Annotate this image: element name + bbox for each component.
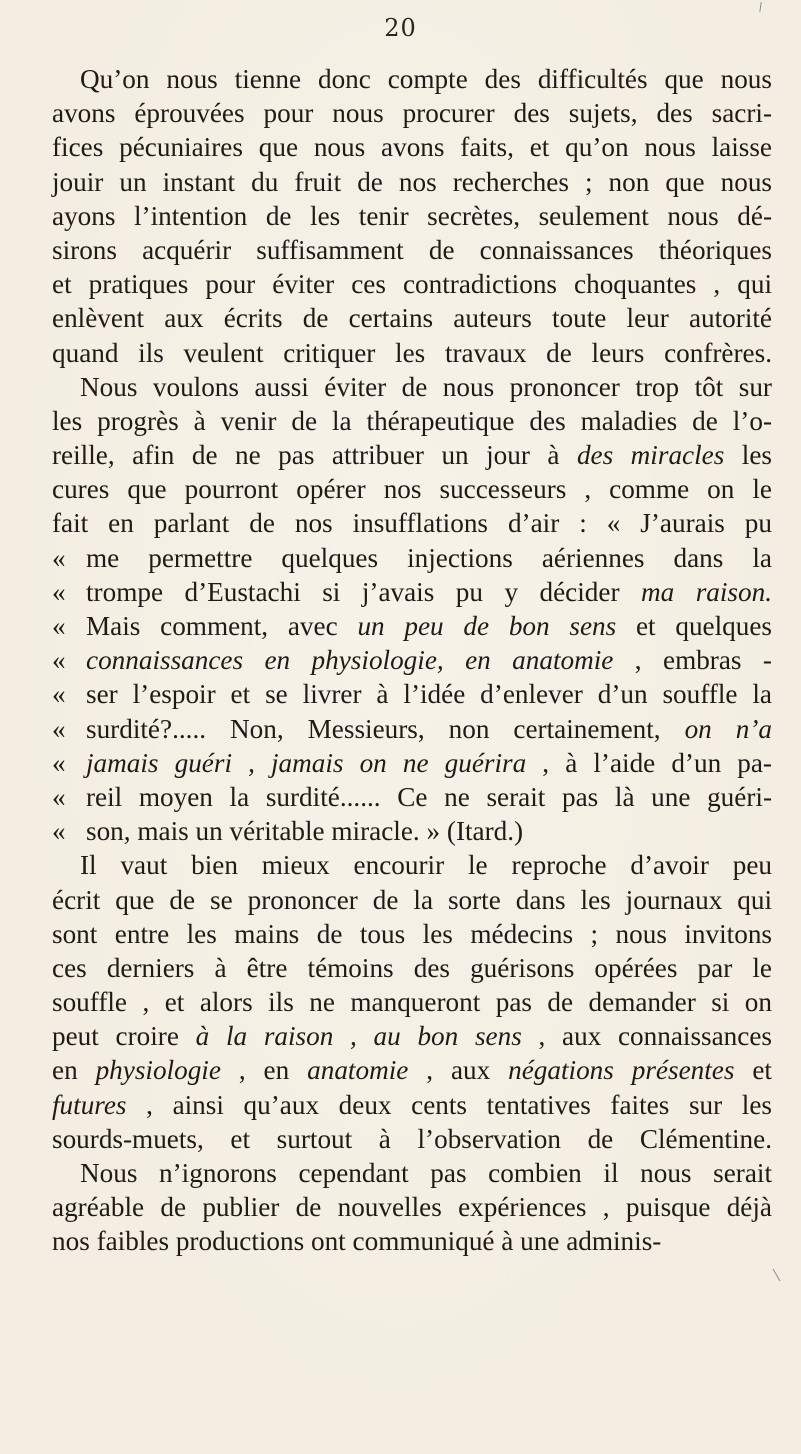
italic-text: on n’a bbox=[684, 713, 772, 744]
body-text bbox=[52, 62, 772, 1259]
page-number: 20 bbox=[384, 14, 417, 42]
italic-text: futures bbox=[52, 1089, 127, 1120]
guillemet-mark: « bbox=[52, 645, 66, 676]
text-run: fait en parlant de nos insufflations d’air : « J’aurais pu bbox=[52, 508, 772, 539]
text-run: quand ils veulent critiquer les travaux de leurs confrères. bbox=[52, 337, 772, 368]
text-run: surdité?..... Non, Messieurs, non certainement, bbox=[86, 713, 685, 744]
italic-text: connaissances en physiologie, en anatomie bbox=[86, 645, 614, 676]
text-line bbox=[52, 1053, 772, 1087]
text-line bbox=[52, 917, 772, 951]
text-line bbox=[52, 301, 772, 335]
text-line bbox=[52, 609, 772, 643]
text-run: jouir un instant du fruit de nos recherches ; non que nous bbox=[52, 166, 772, 197]
text-line bbox=[52, 1019, 772, 1053]
text-run: Il vaut bien mieux encourir le reproche d’avoir peu bbox=[80, 850, 772, 881]
text-line bbox=[52, 165, 772, 199]
text-line bbox=[52, 951, 772, 985]
text-run: agréable de publier de nouvelles expériences , puisque déjà bbox=[52, 1192, 772, 1223]
text-line bbox=[52, 438, 772, 472]
guillemet-mark: « bbox=[52, 542, 66, 573]
text-line bbox=[52, 1122, 772, 1156]
text-line bbox=[52, 883, 772, 917]
text-run: , aux bbox=[408, 1055, 509, 1086]
text-run: et pratiques pour éviter ces contradictions choquantes , qui bbox=[52, 269, 772, 300]
text-line bbox=[52, 575, 772, 609]
italic-text: un peu de bon sens bbox=[357, 611, 617, 641]
text-line bbox=[52, 746, 772, 780]
text-line bbox=[52, 96, 772, 130]
text-run: en bbox=[52, 1055, 96, 1086]
text-run: peut croire bbox=[52, 1021, 196, 1052]
text-run: , en bbox=[220, 1055, 308, 1086]
text-run: Mais comment, avec bbox=[86, 611, 358, 641]
text-run: , ainsi qu’aux deux cents tentatives faites sur les bbox=[126, 1089, 772, 1120]
text-run: fices pécuniaires que nous avons faits, et qu’on nous laisse bbox=[52, 132, 772, 163]
text-run: Qu’on nous tienne donc compte des difficultés que nous bbox=[80, 64, 772, 94]
italic-text: physiologie bbox=[95, 1055, 221, 1086]
text-run: les bbox=[724, 440, 772, 471]
text-run: sirons acquérir suffisamment de connaissances théoriques bbox=[52, 234, 772, 265]
text-line bbox=[52, 677, 772, 711]
text-run: ayons l’intention de les tenir secrètes, seulement nous dé- bbox=[52, 200, 772, 231]
text-run: Nous n’ignorons cependant pas combien il nous serait bbox=[80, 1158, 772, 1188]
text-run: , aux connaissances bbox=[521, 1021, 772, 1052]
guillemet-mark: « bbox=[52, 816, 66, 847]
text-run: reil moyen la surdité...... Ce ne serait pas là une guéri- bbox=[86, 781, 772, 812]
text-run: reille, afin de ne pas attribuer un jour à bbox=[52, 440, 577, 471]
text-line bbox=[52, 336, 772, 370]
text-line bbox=[52, 472, 772, 506]
text-line bbox=[52, 1190, 772, 1224]
text-line bbox=[52, 1224, 772, 1258]
italic-text: négations présentes bbox=[508, 1055, 735, 1086]
text-line bbox=[52, 848, 772, 882]
guillemet-mark: « bbox=[52, 747, 66, 778]
italic-text: des miracles bbox=[576, 440, 725, 471]
text-run: souffle , et alors ils ne manqueront pas de demander si on bbox=[52, 987, 772, 1018]
text-line bbox=[52, 199, 772, 233]
text-line bbox=[52, 506, 772, 540]
text-line bbox=[52, 643, 772, 677]
text-line bbox=[52, 1088, 772, 1122]
text-line bbox=[52, 985, 772, 1019]
italic-text: anatomie bbox=[307, 1055, 409, 1086]
italic-text: à la raison , au bon sens bbox=[195, 1021, 522, 1052]
text-run: , à l’aide d’un pa- bbox=[526, 747, 772, 778]
text-run: trompe d’Eustachi si j’avais pu y décider bbox=[86, 576, 641, 607]
text-run: son, mais un véritable miracle. » (Itard.) bbox=[86, 816, 524, 847]
text-run: écrit que de se prononcer de la sorte dans les journaux qui bbox=[52, 884, 772, 915]
text-line bbox=[52, 712, 772, 746]
text-run: nos faibles productions ont communiqué à une adminis- bbox=[52, 1226, 662, 1257]
text-line bbox=[52, 370, 772, 404]
text-run: me permettre quelques injections aériennes dans la bbox=[86, 542, 772, 573]
text-run: avons éprouvées pour nous procurer des sujets, des sacri- bbox=[52, 98, 772, 129]
text-run: ces derniers à être témoins des guérisons opérées par le bbox=[52, 952, 772, 983]
text-line bbox=[52, 541, 772, 575]
text-run: sont entre les mains de tous les médecins ; nous invitons bbox=[52, 918, 772, 949]
text-run: Nous voulons aussi éviter de nous prononcer trop tôt sur bbox=[80, 371, 772, 402]
text-line bbox=[52, 780, 772, 814]
guillemet-mark: « bbox=[52, 781, 66, 812]
text-run: et quelques bbox=[616, 611, 772, 641]
italic-text: ma raison. bbox=[641, 576, 772, 607]
text-run: les progrès à venir de la thérapeutique des maladies de l’o- bbox=[52, 405, 772, 436]
guillemet-mark: « bbox=[52, 576, 66, 607]
text-line bbox=[52, 62, 772, 96]
text-run: et bbox=[734, 1055, 772, 1086]
text-line bbox=[52, 233, 772, 267]
guillemet-mark: « bbox=[52, 611, 66, 641]
margin-mark bbox=[773, 1269, 781, 1282]
text-line bbox=[52, 1156, 772, 1190]
text-line bbox=[52, 404, 772, 438]
text-line bbox=[52, 130, 772, 164]
text-run: , embras - bbox=[613, 645, 772, 676]
italic-text: jamais guéri , jamais on ne guérira bbox=[86, 747, 527, 778]
text-line bbox=[52, 814, 772, 848]
guillemet-mark: « bbox=[52, 713, 66, 744]
margin-mark bbox=[759, 2, 761, 12]
text-run: cures que pourront opérer nos successeurs , comme on le bbox=[52, 474, 772, 505]
guillemet-mark: « bbox=[52, 679, 66, 710]
text-line bbox=[52, 267, 772, 301]
text-run: sourds-muets, et surtout à l’observation de Clémentine. bbox=[52, 1123, 772, 1154]
text-run: enlèvent aux écrits de certains auteurs toute leur autorité bbox=[52, 303, 772, 334]
text-run: ser l’espoir et se livrer à l’idée d’enlever d’un souffle la bbox=[86, 679, 772, 710]
